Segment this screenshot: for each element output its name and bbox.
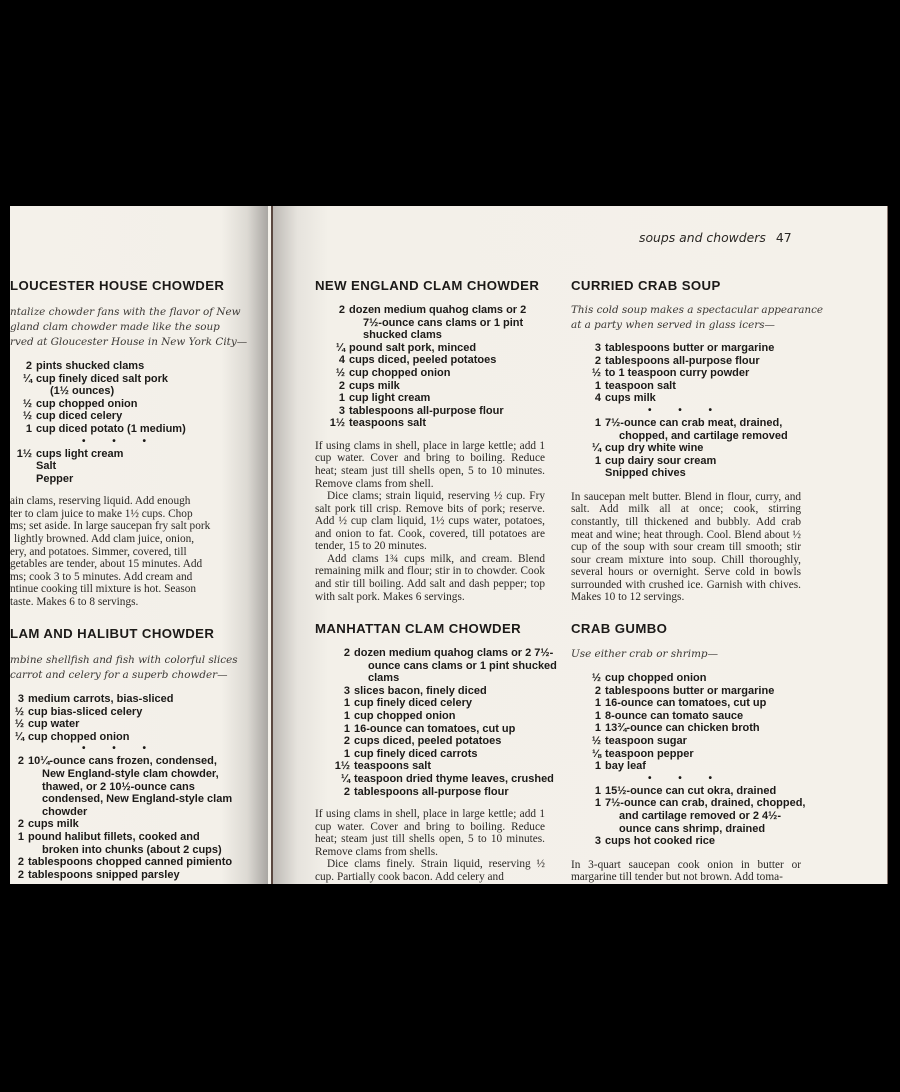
recipe-title: CRAB GUMBO — [571, 621, 668, 636]
direction-paragraph: Add clams 1¾ cups milk, and cream. Blend remaining milk and flour; stir in to chowder. Cook and stir till boiling. Add salt and dash pepper; top with salt pork. Makes 6 servings. — [315, 552, 545, 603]
recipe-directions: In saucepan melt butter. Blend in flour, curry, and salt. Add milk all at once; cook, stirring constantly, till thickened and bubbly. Add crab meat and wine; heat through. Cool. Blend about ½ cup of the soup with sour cream till smooth; stir sour cream mixture into soup. Chill thoroughly, several hours or overnight. Serve cold in bowls surrounded with crushed ice. Garnish with chives. Makes 10 to 12 servings. — [571, 490, 801, 604]
ingredient-quantity: 4 — [338, 354, 345, 367]
ingredient-text: cups milk — [28, 818, 79, 831]
ingredient-item — [571, 810, 801, 823]
ingredient-quantity: ¼ — [340, 772, 350, 785]
ingredient-text: chowder — [42, 805, 88, 818]
ingredient-text: cup water — [28, 718, 80, 731]
ingredient-item — [10, 856, 260, 869]
direction-paragraph: If using clams in shell, place in large kettle; add 1 cup water. Cover and bring to boiling. Reduce heat; steam just till shells open, 5 to 10 minutes. Remove clams from shells. — [315, 808, 545, 858]
ingredient-item — [571, 797, 806, 810]
ingredient-text: cups milk — [605, 392, 656, 405]
separator-dots: • • • — [81, 743, 159, 755]
recipe-gloucester-house-chowder — [10, 278, 260, 608]
ingredient-text: to 1 teaspoon curry powder — [605, 367, 750, 380]
ingredient-quantity: ½ — [14, 705, 24, 718]
ingredient-quantity — [315, 329, 349, 342]
ingredient-item — [315, 697, 545, 710]
ingredient-item — [571, 355, 801, 368]
ingredient-item — [571, 785, 801, 798]
ingredient-text: pound halibut fillets, cooked and — [28, 830, 200, 843]
ingredient-quantity: 1 — [343, 709, 350, 722]
ingredient-item — [10, 360, 260, 373]
ingredient-text: 7½-ounce can crab meat, drained, — [605, 416, 783, 429]
ingredient-list — [315, 647, 557, 798]
ingredient-quantity: 1 — [343, 747, 350, 760]
ingredient-quantity: ½ — [591, 672, 601, 684]
ingredient-list — [10, 448, 260, 486]
recipe-title: MANHATTAN CLAM CHOWDER — [315, 621, 522, 636]
ingredient-item — [315, 317, 545, 330]
ingredient-quantity: 1 — [17, 830, 24, 843]
ingredient-text: 10¼-ounce cans frozen, condensed, — [28, 755, 217, 768]
ingredient-quantity: 1 — [594, 379, 601, 392]
ingredient-text: cups milk — [349, 379, 400, 392]
ingredient-quantity: 3 — [594, 835, 601, 848]
ingredient-quantity: 1 — [594, 760, 601, 773]
ingredient-item — [10, 755, 260, 768]
ingredient-text: teaspoon salt — [605, 379, 676, 392]
ingredient-text: cup light cream — [349, 392, 431, 405]
ingredient-text: cup chopped onion — [36, 397, 138, 410]
separator-dots: • • • — [647, 404, 725, 416]
ingredient-item — [10, 410, 260, 423]
ingredient-quantity: 1 — [25, 422, 32, 435]
ingredient-item — [315, 304, 545, 317]
ingredient-text: teaspoon pepper — [605, 747, 694, 760]
ingredient-text: 13¾-ounce can chicken broth — [605, 722, 760, 735]
ingredient-item — [10, 806, 260, 819]
ingredient-item — [571, 735, 801, 748]
ingredient-text: tablespoons butter or margarine — [605, 342, 775, 354]
ingredient-text: tablespoons chopped canned pimiento — [28, 856, 233, 869]
ingredient-item — [315, 735, 545, 748]
ingredient-list — [571, 417, 801, 480]
ingredient-text: teaspoon sugar — [605, 734, 687, 747]
ingredient-text: bay leaf — [605, 760, 646, 773]
ingredient-quantity: 2 — [338, 379, 345, 392]
ingredient-quantity — [571, 467, 605, 480]
recipe-intro: Use either crab or shrimp— — [571, 648, 718, 660]
ingredient-text: dozen medium quahog clams or 2 — [349, 304, 527, 316]
ingredient-quantity — [10, 385, 36, 398]
ingredient-text: dozen medium quahog clams or 2 7½- — [354, 647, 554, 659]
ingredient-item — [571, 748, 801, 761]
ingredient-quantity: 2 — [338, 304, 345, 316]
ingredient-item — [571, 417, 801, 430]
ingredient-list — [10, 693, 260, 743]
recipe-directions: In 3-quart saucepan cook onion in butter or margarine till tender but not brown. Add toma- — [571, 858, 801, 884]
page-number: 47 — [775, 230, 792, 245]
ingredient-quantity: ½ — [22, 397, 32, 410]
ingredient-list — [571, 342, 801, 405]
ingredient-text: tablespoons butter or margarine — [605, 684, 775, 697]
running-title: soups and chowders — [639, 230, 766, 245]
ingredient-item — [571, 367, 801, 380]
ingredient-item — [315, 392, 545, 405]
ingredient-item — [315, 659, 557, 673]
ingredient-quantity — [10, 806, 28, 819]
ingredient-text: chopped, and cartilage removed — [619, 429, 788, 442]
ingredient-quantity: 1 — [594, 416, 601, 429]
ingredient-quantity — [10, 844, 28, 857]
ingredient-item — [10, 844, 260, 857]
ingredient-list — [315, 304, 545, 430]
ingredient-item — [315, 367, 545, 380]
ingredient-item — [10, 768, 260, 781]
direction-paragraph: If using clams in shell, place in large kettle; add 1 cup water. Cover and bring to boiling. Reduce heat; steam just till shells open, 5 to 10 minutes. Remove clams from shell. — [315, 439, 545, 490]
ingredient-item — [571, 710, 801, 723]
ingredient-text: and cartilage removed or 2 4½- — [619, 809, 782, 822]
ingredient-item — [10, 781, 260, 794]
ingredient-item — [571, 430, 801, 443]
ingredient-item — [10, 460, 260, 473]
ingredient-quantity: 3 — [338, 404, 345, 417]
ingredient-item — [571, 672, 801, 685]
book-spread — [10, 206, 888, 884]
ingredient-item — [315, 647, 554, 660]
ingredient-quantity: 2 — [17, 755, 24, 768]
ingredient-text: Salt — [36, 460, 57, 473]
direction-paragraph: Dice clams finely. Strain liquid, reserving ½ cup. Partially cook bacon. Add celery and — [315, 858, 545, 883]
ingredient-item — [571, 823, 801, 836]
ingredient-text: cup chopped onion — [28, 730, 130, 743]
ingredient-text: 7½-ounce cans clams or 1 pint — [363, 316, 524, 329]
ingredient-item — [10, 869, 260, 882]
ingredient-item — [571, 697, 801, 710]
ingredient-item — [10, 831, 260, 844]
ingredient-text: pound salt pork, minced — [349, 341, 477, 354]
ingredient-item — [571, 442, 801, 455]
ingredient-item — [10, 448, 260, 461]
ingredient-text: teaspoons salt — [349, 417, 427, 430]
ingredient-text: cup finely diced celery — [354, 697, 472, 710]
ingredient-quantity — [10, 781, 28, 794]
ingredient-text: 15½-ounce can cut okra, drained — [605, 784, 777, 797]
ingredient-item — [571, 342, 801, 355]
ingredient-text: 16-ounce can tomatoes, cut up — [605, 697, 767, 710]
ingredient-item — [571, 392, 801, 405]
ingredient-item — [571, 722, 801, 735]
ingredient-quantity: 1 — [594, 709, 601, 722]
ingredient-item — [10, 473, 260, 486]
ingredient-text: (1½ ounces) — [50, 385, 115, 398]
recipe-directions — [315, 808, 545, 883]
separator-dots: • • • — [81, 435, 159, 447]
ingredient-text: tablespoons all-purpose flour — [349, 404, 504, 417]
ingredient-quantity: 3 — [17, 693, 24, 705]
ingredient-item — [10, 718, 260, 731]
ingredient-quantity: 1 — [594, 784, 601, 797]
recipe-crab-gumbo — [571, 621, 806, 884]
ingredient-quantity: 2 — [343, 735, 350, 748]
ingredient-quantity: 1 — [594, 454, 601, 467]
ingredient-quantity: 2 — [343, 647, 350, 659]
ingredient-text: cups diced, peeled potatoes — [349, 354, 497, 367]
ingredient-quantity — [10, 460, 36, 473]
ingredient-text: cup finely diced salt pork — [36, 372, 169, 385]
recipe-curried-crab-soup — [571, 278, 824, 604]
ingredient-item — [10, 706, 260, 719]
ingredient-text: 16-ounce can tomatoes, cut up — [354, 722, 516, 735]
ingredient-text: ounce cans clams or 1 pint shucked — [368, 659, 557, 672]
ingredient-quantity: 1 — [343, 697, 350, 710]
ingredient-text: tablespoons all-purpose flour — [605, 354, 760, 367]
ingredient-text: cup diced celery — [36, 410, 123, 423]
ingredient-item — [10, 693, 260, 706]
ingredient-item — [10, 818, 260, 831]
ingredient-quantity: 4 — [594, 392, 601, 405]
ingredient-quantity: 1 — [338, 392, 345, 405]
ingredient-quantity: 2 — [594, 354, 601, 367]
ingredient-quantity: 3 — [343, 684, 350, 697]
ingredient-text: thawed, or 2 10½-ounce cans — [42, 780, 195, 793]
ingredient-text: shucked clams — [363, 329, 442, 342]
ingredient-text: broken into chunks (about 2 cups) — [42, 843, 222, 856]
ingredient-item — [10, 793, 260, 806]
recipe-new-england-clam-chowder — [315, 278, 545, 603]
ingredient-text: medium carrots, bias-sliced — [28, 693, 174, 705]
ingredient-item — [571, 467, 801, 480]
ingredient-item — [315, 685, 545, 698]
ingredient-item — [571, 685, 801, 698]
ingredient-item — [315, 380, 545, 393]
ingredient-quantity: 1 — [343, 722, 350, 735]
ingredient-text: pints shucked clams — [36, 360, 145, 372]
running-header — [639, 230, 792, 245]
ingredient-quantity — [10, 793, 28, 806]
recipe-manhattan-clam-chowder — [315, 621, 557, 883]
ingredient-item — [315, 405, 545, 418]
ingredient-quantity: ½ — [591, 734, 601, 747]
ingredient-item — [315, 723, 545, 736]
ingredient-text: cup dairy sour cream — [605, 454, 717, 467]
ingredient-text: 7½-ounce can crab, drained, chopped, — [605, 797, 806, 810]
recipe-title: LAM AND HALIBUT CHOWDER — [10, 626, 215, 641]
ingredient-item — [571, 380, 801, 393]
ingredient-quantity: ¼ — [14, 730, 24, 743]
ingredient-quantity: 1½ — [16, 447, 32, 460]
ingredient-item — [315, 748, 545, 761]
ingredient-quantity: 2 — [17, 818, 24, 831]
recipe-clam-and-halibut-chowder — [10, 626, 260, 881]
ingredient-text: New England-style clam chowder, — [42, 767, 219, 780]
ingredient-quantity: ½ — [14, 718, 24, 731]
ingredient-item — [315, 354, 545, 367]
ingredient-text: cup bias-sliced celery — [28, 705, 143, 718]
ingredient-text: cup finely diced carrots — [354, 747, 478, 760]
ingredient-text: 8-ounce can tomato sauce — [605, 709, 744, 722]
ingredient-item — [10, 398, 260, 411]
ingredient-quantity: ¼ — [335, 341, 345, 354]
ingredient-item — [315, 329, 545, 342]
ingredient-text: tablespoons all-purpose flour — [354, 785, 509, 798]
ingredient-list — [10, 360, 260, 436]
ingredient-text: ounce cans shrimp, drained — [619, 822, 766, 835]
ingredient-item — [315, 417, 545, 430]
ingredient-list — [571, 784, 806, 848]
ingredient-text: cups light cream — [36, 447, 124, 460]
ingredient-list — [571, 672, 801, 773]
ingredient-text: cups hot cooked rice — [605, 835, 716, 848]
right-page — [273, 206, 888, 884]
recipe-directions: ain clams, reserving liquid. Add enough ter to clam juice to make 1½ cups. Chop ms; set aside. In large saucepan fry salt pork lightly browned. Add clam juice, onion, ery, and potatoes. Simmer, covered, till getables are tender, about 15 minutes. Add ms; cook 3 to 5 minutes. Add cream and ntinue cooking till mixture is hot. Season taste. Makes 6 to 8 servings. — [10, 495, 211, 608]
ingredient-item — [315, 772, 554, 786]
ingredient-item — [571, 835, 801, 848]
ingredient-text: cup dry white wine — [605, 442, 704, 455]
ingredient-quantity: ¼ — [591, 442, 601, 455]
ingredient-text: clams — [368, 672, 400, 685]
ingredient-item — [571, 760, 801, 773]
ingredient-quantity: 1 — [594, 797, 601, 810]
recipe-title: CURRIED CRAB SOUP — [571, 278, 721, 293]
ingredient-quantity: ½ — [591, 367, 601, 380]
recipe-title: LOUCESTER HOUSE CHOWDER — [10, 278, 225, 293]
ingredient-item — [10, 731, 260, 744]
ingredient-quantity — [571, 810, 605, 823]
ingredient-quantity: 2 — [17, 856, 24, 869]
ingredient-item — [315, 342, 545, 355]
ingredient-text: condensed, New England-style clam — [42, 793, 233, 806]
ingredient-text: slices bacon, finely diced — [354, 684, 487, 697]
left-page — [10, 206, 268, 884]
ingredient-item — [315, 672, 545, 685]
ingredient-quantity — [10, 768, 28, 781]
ingredient-text: Pepper — [36, 472, 74, 485]
ingredient-text: tablespoons snipped parsley — [28, 868, 180, 881]
ingredient-item — [315, 760, 545, 773]
ingredient-quantity: 2 — [343, 785, 350, 798]
ingredient-quantity: 1½ — [329, 417, 345, 430]
ingredient-quantity — [315, 672, 354, 685]
direction-paragraph: Dice clams; strain liquid, reserving ½ cup. Fry salt pork till crisp. Remove bits of pork; reserve. Add ½ cup clam liquid, 1½ cups water, potatoes, and onion to fat. Cook, covered, till potatoes are tender, 15 to 20 minutes. — [315, 490, 545, 553]
ingredient-text: cup chopped onion — [605, 672, 707, 684]
ingredient-quantity — [571, 430, 605, 443]
ingredient-text: teaspoon dried thyme leaves, crushed — [354, 772, 554, 785]
ingredient-item — [10, 373, 260, 386]
ingredient-text: teaspoons salt — [354, 760, 432, 773]
ingredient-quantity — [571, 823, 605, 836]
ingredient-item — [315, 786, 545, 799]
ingredient-item — [10, 423, 260, 436]
ingredient-quantity: ¼ — [22, 372, 32, 385]
recipe-intro: This cold soup makes a spectacular appearance at a party when served in glass icers— — [571, 304, 824, 331]
ingredient-quantity: ⅛ — [591, 747, 601, 760]
ingredient-quantity: 1½ — [334, 760, 350, 773]
page-edge — [887, 206, 888, 884]
ingredient-text: cup chopped onion — [349, 366, 451, 379]
ingredient-text: cup diced potato (1 medium) — [36, 422, 186, 435]
ingredient-quantity — [315, 660, 354, 673]
ingredient-quantity: 1 — [594, 722, 601, 735]
ingredient-text: cup chopped onion — [354, 709, 456, 722]
ingredient-quantity: 2 — [594, 684, 601, 697]
ingredient-quantity: 3 — [594, 342, 601, 354]
separator-dots: • • • — [647, 772, 725, 784]
ingredient-quantity — [10, 473, 36, 486]
ingredient-quantity: ½ — [22, 410, 32, 423]
ingredient-list — [10, 755, 260, 881]
recipe-intro: mbine shellfish and fish with colorful slices carrot and celery for a superb chowder— — [10, 654, 238, 681]
ingredient-quantity: ½ — [335, 366, 345, 379]
recipe-directions — [315, 440, 545, 603]
ingredient-text: Snipped chives — [605, 467, 686, 480]
ingredient-quantity: 2 — [17, 868, 24, 881]
ingredient-quantity — [315, 317, 349, 330]
recipe-title: NEW ENGLAND CLAM CHOWDER — [315, 278, 540, 293]
ingredient-text: cups diced, peeled potatoes — [354, 735, 502, 748]
recipe-intro: ntalize chowder fans with the flavor of New gland clam chowder made like the soup rved at Gloucester House in New York City— — [10, 306, 248, 348]
ingredient-item — [571, 455, 801, 468]
ingredient-item — [315, 710, 545, 723]
ingredient-item — [10, 385, 260, 398]
ingredient-quantity: 2 — [25, 360, 32, 372]
ingredient-quantity: 1 — [594, 697, 601, 710]
